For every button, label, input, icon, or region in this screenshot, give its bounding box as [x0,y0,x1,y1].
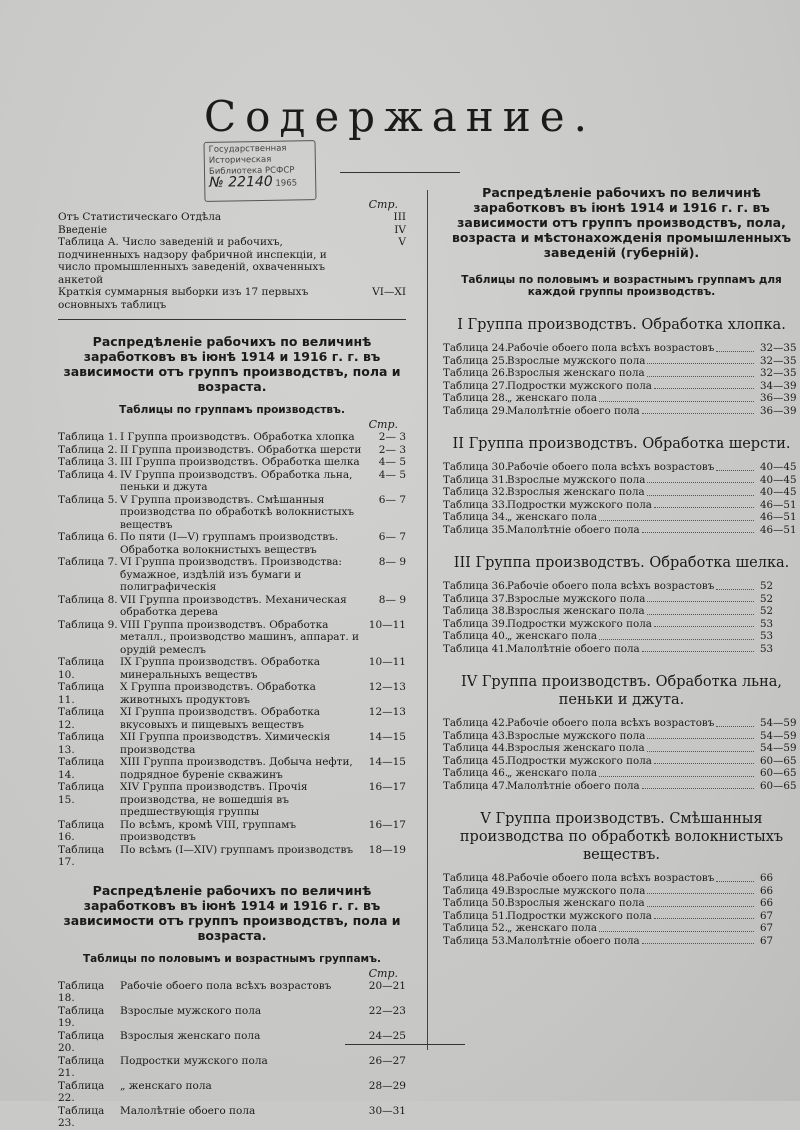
table-number: Таблица 10. [58,656,105,681]
dot-leader [647,605,754,615]
intro-entry [58,236,406,286]
entry-text: Краткія суммарныя выборки изъ 17 первыхъ основныхъ таблицъ [58,286,309,311]
entry-page: 20—21 [368,979,406,992]
entry-text: VII Группа производствъ. Механическая обработка дерева [120,593,347,618]
toc-entry [58,1005,406,1030]
entry-page: 6— 7 [378,493,406,506]
table-number: Таблица 39. [443,617,509,630]
dot-leader [654,380,754,390]
entry-text: III Группа производствъ. Обработка шелка [120,456,360,468]
entry-page: 66 [760,884,774,897]
entry-page: 4— 5 [378,456,406,468]
dot-leader [654,755,754,765]
toc-entry [58,1055,406,1080]
toc-entry [58,781,406,819]
entry-text: Подростки мужского пола [507,754,652,767]
table-number: Таблица 45. [443,754,509,767]
dot-leader [599,767,754,777]
section2-heading: Распредѣленіе рабочихъ по величинѣ заработковъ въ іюнѣ 1914 и 1916 г. г. въ зависимости отъ группъ производствъ, пола и возраста. [63,882,401,943]
entry-page: 34—39 [760,379,797,392]
table-number: Таблица 3. [58,456,118,468]
entry-page: 60—65 [760,754,797,767]
page-title: Содержание. [204,92,596,141]
section-rule [58,319,406,320]
toc-entry [443,742,800,755]
stamp-year: 1965 [275,178,298,189]
entry-text: По всѣмъ, кромѣ VIII, группамъ производствъ [120,818,297,843]
toc-entry [443,392,800,405]
dot-leader [647,897,754,907]
table-number: Таблица 28. [443,392,509,404]
entry-page: 8— 9 [378,556,406,568]
entry-page: V [398,236,406,248]
entry-page: 12—13 [368,681,406,693]
stamp-line2: Историческая [208,154,272,166]
entry-page: 60—65 [760,767,797,779]
table-number: Таблица 33. [443,498,509,511]
toc-entry [58,531,406,556]
entry-text: Подростки мужского пола [507,909,652,922]
toc-entry [443,367,800,380]
entry-text: I Группа производствъ. Обработка хлопка [120,431,355,443]
toc-entry [443,730,800,743]
toc-entry [58,619,406,657]
toc-entry [443,486,800,499]
table-number: Таблица 5. [58,493,118,506]
entry-text: Взрослые мужского пола [507,354,646,367]
entry-text: По всѣмъ (I—XIV) группамъ производствъ [120,843,354,856]
dot-leader [654,499,754,509]
group-title: I Группа производствъ. Обработка хлопка. [457,317,786,333]
entry-page: 32—35 [760,354,797,367]
entry-page: 52 [760,592,774,605]
table-number: Таблица 37. [443,592,509,605]
section2-subheading: Таблицы по половымъ и возрастнымъ группамъ. [83,952,381,965]
table-number: Таблица 51. [443,909,509,922]
entry-page: 14—15 [368,731,406,743]
toc-entry [443,580,800,593]
entry-text: „ женскаго пола [120,1079,212,1092]
group-list [443,316,800,947]
section1-list [58,431,406,869]
page-column-label: Стр. [368,418,398,431]
toc-entry [443,618,800,631]
entry-text: Таблица А. Число заведеній и рабочихъ, подчиненныхъ надзору фабричной инспекціи, и число промышленныхъ заведеній, охваченныхъ анкетой [58,236,327,286]
entry-text: „ женскаго пола [507,922,597,934]
toc-entry [443,897,800,910]
entry-page: 66 [760,897,774,909]
toc-entry [443,342,800,355]
toc-entry [443,717,800,730]
entry-page: 54—59 [760,717,797,729]
entry-page: 2— 3 [378,431,406,443]
dot-leader [647,355,754,365]
section1-subheading: Таблицы по группамъ производствъ. [119,404,345,416]
table-number: Таблица 38. [443,605,509,617]
entry-text: Малолѣтніе обоего пола [507,523,640,536]
entry-page: III [393,211,406,223]
intro-entry [58,286,406,311]
toc-entry [443,355,800,368]
table-number: Таблица 11. [58,681,105,706]
dot-leader [716,872,754,882]
toc-entry [58,556,406,594]
entry-page: 16—17 [368,781,406,793]
entry-text: „ женскаго пола [507,392,597,404]
toc-entry [58,1105,406,1130]
toc-entry [443,755,800,768]
entry-page: 10—11 [368,656,406,668]
right-heading: Распредѣленіе рабочихъ по величинѣ заработковъ въ іюнѣ 1914 и 1916 г. г. въ зависимости отъ группъ производствъ, пола, возраста и мѣстонахожденія промышленныхъ заведеній (губерній). [451,185,792,260]
table-number: Таблица 49. [443,884,509,897]
dot-leader [599,392,754,402]
title-rule [340,172,460,173]
dot-leader [647,367,754,377]
toc-entry [58,469,406,494]
entry-page: 40—45 [760,486,797,498]
right-column [443,183,800,947]
dot-leader [647,474,754,484]
table-number: Таблица 24. [443,342,509,354]
entry-text: Взрослыя женскаго пола [507,742,645,754]
entry-page: 54—59 [760,742,797,754]
entry-page: 32—35 [760,342,797,354]
entry-page: 67 [760,934,774,947]
right-subheading: Таблицы по половымъ и возрастнымъ группамъ для каждой группы производствъ. [461,274,782,298]
toc-entry [443,872,800,885]
entry-text: Подростки мужского пола [120,1054,268,1067]
toc-entry [443,767,800,780]
table-number: Таблица 8. [58,593,118,606]
entry-page: 12—13 [368,706,406,718]
intro-entry [58,211,406,224]
table-number: Таблица 12. [58,706,105,731]
entry-page: 53 [760,630,774,642]
toc-entry [58,980,406,1005]
entry-text: IV Группа производствъ. Обработка льна, пеньки и джута [120,468,353,493]
entry-page: 32—35 [760,367,797,379]
dot-leader [647,742,754,752]
table-number: Таблица 23. [58,1104,105,1129]
dot-leader [642,405,754,415]
intro-list [58,211,406,311]
entry-text: XIII Группа производствъ. Добыча нефти, подрядное буреніе скважинъ [120,756,353,781]
section1-heading: Распредѣленіе рабочихъ по величинѣ заработковъ въ іюнѣ 1914 и 1916 г. г. въ зависимости отъ группъ производствъ, пола и возраста. [63,334,401,394]
entry-page: 60—65 [760,779,797,792]
toc-entry [443,630,800,643]
entry-text: Рабочіе обоего пола всѣхъ возрастовъ [507,461,715,473]
entry-text: Взрослые мужского пола [507,592,646,605]
toc-entry [443,643,800,656]
entry-page: 2— 3 [378,443,406,456]
entry-text: „ женскаго пола [507,630,597,642]
entry-text: Взрослые мужского пола [507,729,646,742]
dot-leader [599,630,754,640]
entry-text: Взрослыя женскаго пола [507,897,645,909]
entry-page: 52 [760,605,774,617]
toc-entry [443,380,800,393]
table-number: Таблица 25. [443,354,509,367]
table-number: Таблица 16. [58,818,105,843]
left-column [58,198,406,1130]
table-number: Таблица 7. [58,556,118,568]
entry-text: VIII Группа производствъ. Обработка металл., производство машинъ, аппарат. и орудій ремеслъ [120,618,360,656]
entry-page: 53 [760,642,774,655]
entry-text: Подростки мужского пола [507,617,652,630]
toc-entry [58,594,406,619]
entry-page: 36—39 [760,404,797,417]
dot-leader [642,780,754,790]
entry-page: 67 [760,922,774,934]
entry-page: 54—59 [760,729,797,742]
table-number: Таблица 9. [58,618,118,631]
table-number: Таблица 19. [58,1004,105,1029]
entry-page: VI—XI [372,286,406,298]
toc-entry [58,844,406,869]
toc-entry [58,756,406,781]
dot-leader [716,580,754,590]
table-number: Таблица 22. [58,1079,105,1104]
table-number: Таблица 30. [443,461,509,473]
entry-text: XIV Группа производствъ. Прочія производства, не вошедшія въ предшествующія группы [120,781,308,818]
entry-page: 22—23 [368,1004,406,1017]
page-column-label: Стр. [368,198,398,211]
toc-entry [443,910,800,923]
toc-entry [58,444,406,457]
toc-entry [58,1080,406,1105]
entry-text: Подростки мужского пола [507,498,652,511]
entry-page: 67 [760,909,774,922]
table-number: Таблица 53. [443,934,509,947]
table-number: Таблица 42. [443,717,509,729]
entry-text: Рабочіе обоего пола всѣхъ возрастовъ [507,580,715,592]
entry-page: 40—45 [760,473,797,486]
entry-text: Взрослые мужского пола [507,884,646,897]
entry-page: 53 [760,617,774,630]
toc-entry [443,524,800,537]
dot-leader [654,910,754,920]
toc-entry [443,605,800,618]
toc-entry [58,456,406,469]
entry-text: Отъ Статистическаго Отдѣла [58,211,222,223]
entry-text: Взрослыя женскаго пола [120,1029,261,1042]
entry-text: XI Группа производствъ. Обработка вкусовыхъ и пищевыхъ веществъ [120,706,321,731]
entry-text: Малолѣтніе обоего пола [507,404,640,417]
toc-entry [58,819,406,844]
entry-page: 6— 7 [378,531,406,543]
table-number: Таблица 44. [443,742,509,754]
toc-entry [58,431,406,444]
library-stamp [203,140,316,202]
toc-entry [58,706,406,731]
entry-text: „ женскаго пола [507,511,597,523]
table-number: Таблица 18. [58,979,105,1004]
toc-entry [443,461,800,474]
entry-text: Рабочіе обоего пола всѣхъ возрастовъ [507,342,715,354]
entry-page: 8— 9 [378,593,406,606]
table-number: Таблица 41. [443,642,509,655]
table-number: Таблица 50. [443,897,509,909]
table-number: Таблица 13. [58,731,105,756]
toc-entry [443,922,800,935]
entry-text: XII Группа производствъ. Химическія производства [120,731,331,756]
table-number: Таблица 14. [58,756,105,781]
toc-entry [58,656,406,681]
entry-text: Взрослые мужского пола [120,1004,262,1017]
table-number: Таблица 31. [443,473,509,486]
entry-text: Рабочіе обоего пола всѣхъ возрастовъ [120,979,332,992]
entry-page: 46—51 [760,523,797,536]
dot-leader [647,730,754,740]
dot-leader [716,342,754,352]
entry-text: Взрослые мужского пола [507,473,646,486]
entry-page: 24—25 [368,1029,406,1042]
page-column-label: Стр. [368,966,398,980]
entry-text: Взрослыя женскаго пола [507,486,645,498]
entry-text: „ женскаго пола [507,767,597,779]
table-number: Таблица 27. [443,379,509,392]
bottom-rule [345,1044,465,1045]
entry-text: Взрослыя женскаго пола [507,367,645,379]
stamp-line1: Государственная [208,143,287,155]
entry-text: Малолѣтніе обоего пола [507,779,640,792]
entry-page: 4— 5 [378,468,406,481]
table-number: Таблица 6. [58,531,118,543]
table-number: Таблица 2. [58,443,118,456]
column-divider [427,190,428,1050]
group-title: II Группа производствъ. Обработка шерсти. [452,436,791,452]
entry-text: IX Группа производствъ. Обработка минеральныхъ веществъ [120,656,321,681]
entry-page: 14—15 [368,756,406,768]
table-number: Таблица 43. [443,729,509,742]
dot-leader [647,486,754,496]
table-number: Таблица 52. [443,922,509,934]
entry-text: По пяти (I—V) группамъ производствъ. Обработка волокнистыхъ веществъ [120,531,339,556]
entry-text: II Группа производствъ. Обработка шерсти [120,443,362,456]
table-number: Таблица 26. [443,367,509,379]
table-number: Таблица 36. [443,580,509,592]
table-number: Таблица 34. [443,511,509,523]
stamp-line3: Библиотека РСФСР [208,165,295,177]
entry-text: Малолѣтніе обоего пола [507,642,640,655]
entry-text: Малолѣтніе обоего пола [120,1104,256,1117]
table-number: Таблица 20. [58,1029,105,1054]
table-number: Таблица 47. [443,779,509,792]
table-number: Таблица 17. [58,843,105,868]
dot-leader [642,935,754,945]
toc-entry [58,681,406,706]
table-number: Таблица 15. [58,781,105,806]
entry-text: VI Группа производствъ. Производства: бумажное, издѣлій изъ бумаги и полиграфическія [120,556,342,593]
entry-text: Рабочіе обоего пола всѣхъ возрастовъ [507,717,715,729]
table-number: Таблица 1. [58,431,118,443]
table-number: Таблица 21. [58,1054,105,1079]
dot-leader [647,593,754,603]
toc-entry [58,1030,406,1055]
table-number: Таблица 46. [443,767,509,779]
dot-leader [647,885,754,895]
toc-entry [443,474,800,487]
entry-page: IV [394,223,406,236]
entry-text: Подростки мужского пола [507,379,652,392]
table-number: Таблица 48. [443,872,509,884]
dot-leader [716,717,754,727]
toc-entry [443,499,800,512]
entry-page: 36—39 [760,392,797,404]
entry-text: Малолѣтніе обоего пола [507,934,640,947]
dot-leader [599,511,754,521]
group-title: V Группа производствъ. Смѣшанныя производства по обработкѣ волокнистыхъ веществъ. [459,811,784,863]
toc-entry [443,511,800,524]
dot-leader [599,922,754,932]
section2-list [58,980,406,1130]
group-title: IV Группа производствъ. Обработка льна, пеньки и джута. [461,674,782,708]
toc-entry [443,885,800,898]
table-number: Таблица 29. [443,404,509,417]
entry-page: 40—45 [760,461,797,473]
group-title: III Группа производствъ. Обработка шелка. [453,555,790,571]
entry-text: V Группа производствъ. Смѣшанныя производства по обработкѣ волокнистыхъ веществъ [120,493,355,531]
entry-page: 46—51 [760,511,797,523]
entry-text: Рабочіе обоего пола всѣхъ возрастовъ [507,872,715,884]
dot-leader [716,461,754,471]
table-number: Таблица 4. [58,468,118,481]
stamp-number: № 22140 [209,173,273,191]
entry-page: 30—31 [368,1104,406,1117]
toc-entry [443,935,800,948]
dot-leader [642,643,754,653]
entry-page: 66 [760,872,774,884]
entry-page: 16—17 [368,818,406,831]
entry-text: Взрослыя женскаго пола [507,605,645,617]
table-number: Таблица 40. [443,630,509,642]
entry-page: 26—27 [368,1054,406,1067]
table-number: Таблица 32. [443,486,509,498]
table-number: Таблица 35. [443,523,509,536]
toc-entry [443,405,800,418]
dot-leader [642,524,754,534]
toc-entry [443,780,800,793]
entry-text: Введеніе [58,223,108,236]
intro-entry [58,224,406,237]
entry-page: 28—29 [368,1079,406,1092]
entry-page: 46—51 [760,498,797,511]
toc-entry [443,593,800,606]
entry-page: 18—19 [368,843,406,856]
dot-leader [654,618,754,628]
entry-page: 52 [760,580,774,592]
toc-entry [58,731,406,756]
entry-text: X Группа производствъ. Обработка животныхъ продуктовъ [120,681,316,706]
toc-entry [58,494,406,532]
entry-page: 10—11 [368,618,406,631]
